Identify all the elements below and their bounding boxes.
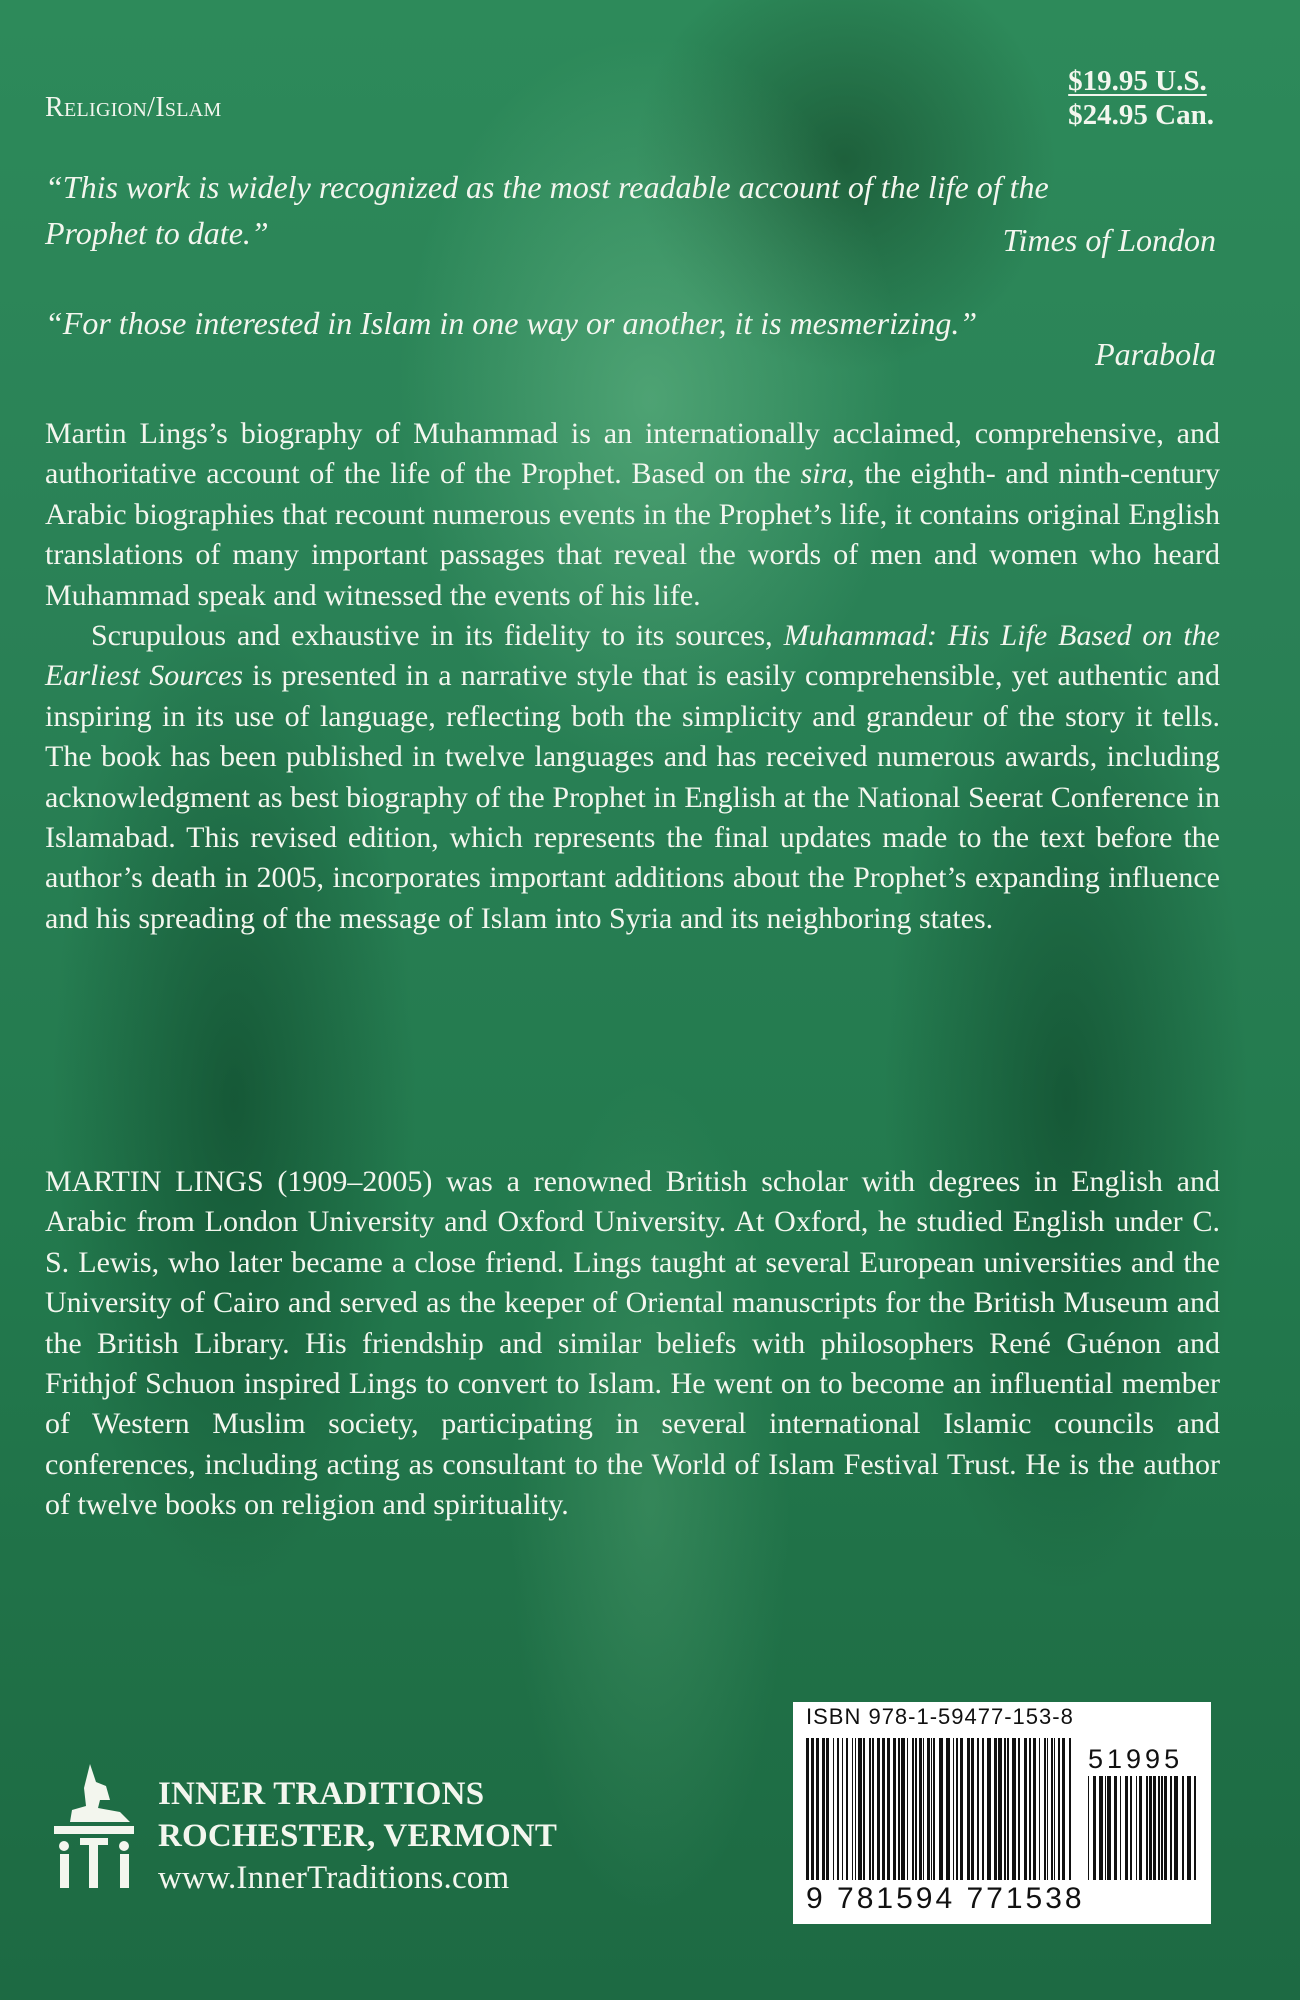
barcode-bar — [869, 1738, 871, 1880]
barcode-bar — [1182, 1776, 1184, 1880]
barcode-bar — [971, 1738, 974, 1880]
barcode-bar — [915, 1738, 917, 1880]
barcode-bar — [1136, 1776, 1137, 1880]
barcode-bar — [882, 1738, 885, 1880]
barcode-bar — [1029, 1738, 1031, 1880]
barcode-bar — [927, 1738, 930, 1880]
quote-2-source: Parabola — [1095, 336, 1216, 372]
barcode-bar — [1047, 1738, 1048, 1880]
barcode-bar — [1062, 1738, 1065, 1880]
barcode-bar — [1114, 1776, 1117, 1880]
barcode-bar — [1039, 1738, 1040, 1880]
barcode-bar — [816, 1738, 819, 1880]
barcode-bar — [863, 1738, 865, 1880]
barcode-bar — [1187, 1776, 1191, 1880]
barcode-bar — [837, 1738, 839, 1880]
description-paragraph-1: Martin Lings’s biography of Muhammad is an internationally acclaimed, comprehensive, and authoritative account of the life of the Prophet. Based on the sira, the eighth- and ninth-century Arabic biographies that recount numerous events in the Prophet’s life, it contains original English translations of many important passages that reveal the words of men and women who heard Muhammad speak and witnessed the events of his life. — [45, 417, 1220, 612]
barcode-bar — [1054, 1738, 1055, 1880]
barcode-bar — [960, 1738, 963, 1880]
barcode-bar — [806, 1738, 809, 1880]
barcode-bar — [939, 1738, 943, 1880]
barcode-bar — [931, 1738, 932, 1880]
isbn-text: ISBN 978-1-59477-153-8 — [806, 1704, 1074, 1729]
barcode-bar — [1099, 1776, 1103, 1880]
barcode-bar — [946, 1738, 950, 1880]
price-block — [1068, 64, 1214, 132]
publisher-block — [158, 1773, 557, 1899]
barcode-bar — [953, 1738, 954, 1880]
barcode-bar — [1012, 1738, 1016, 1880]
barcode-bar — [887, 1738, 890, 1880]
barcode-bar — [846, 1738, 848, 1880]
description-paragraph-2: Scrupulous and exhaustive in its fidelity to its sources, Muhammad: His Life Based on the Earliest Sources is presented in a narrative style that is easily comprehensible, yet authentic and inspiring in its use of language, reflecting both the simplicity and grandeur of the story it tells. The book has been published in twelve languages and has received numerous awards, including acknowledgment as best biography of the Prophet in English at the National Seerat Conference in Islamabad. This revised edition, which represents the final updates made to the text before the author’s death in 2005, incorporates important additions about the Prophet’s expanding influence and his spreading of the message of Islam into Syria and its neighboring states. — [45, 619, 1220, 935]
barcode-bar — [1024, 1738, 1027, 1880]
barcode-bar — [842, 1738, 843, 1880]
barcode-bar — [1088, 1776, 1089, 1880]
author-biography: MARTIN LINGS (1909–2005) was a renowned British scholar with degrees in English and Arabic from London University and Oxford University. At Oxford, he studied English under C. S. Lewis, who later became a close friend. Lings taught at several European universities and the University of Cairo and served as the keeper of Oriental manuscripts for the British Museum and the British Library. His friendship and similar beliefs with philosophers René Guénon and Frithjof Schuon inspired Lings to convert to Islam. He went on to become an influential member of Western Muslim society, participating in several international Islamic councils and conferences, including acting as consultant to the World of Islam Festival Trust. He is the author of twelve books on religion and spirituality. — [45, 1165, 1220, 1522]
barcode-bar — [1051, 1738, 1053, 1880]
quote-1-line-1: “This work is widely recognized as the most readable account of the life of the — [45, 169, 1049, 205]
barcode-bar — [855, 1738, 856, 1880]
barcode-bar — [1044, 1738, 1046, 1880]
barcode-bar — [987, 1738, 991, 1880]
publisher-website: www.InnerTraditions.com — [158, 1860, 510, 1896]
barcode-bar — [893, 1738, 896, 1880]
barcode-bar — [1149, 1776, 1152, 1880]
barcode-bar — [1093, 1776, 1096, 1880]
barcode-bar — [1146, 1776, 1148, 1880]
barcode-bar — [872, 1738, 874, 1880]
ean-number: 9 781594 771538 — [806, 1882, 1085, 1915]
book-title: Muhammad: His Life Based on the Earliest Sources — [45, 619, 1220, 693]
category-label: Religion/Islam — [45, 92, 222, 123]
barcode-bar — [1158, 1776, 1160, 1880]
publisher-location: ROCHESTER, VERMONT — [158, 1818, 558, 1854]
barcode-bar — [912, 1738, 914, 1880]
barcode-bar — [1107, 1776, 1111, 1880]
price-code-text: 51995 — [1088, 1744, 1184, 1774]
barcode-bar — [898, 1738, 900, 1880]
barcode-bar — [998, 1738, 1002, 1880]
barcode-bar — [1170, 1776, 1172, 1880]
publisher-name: INNER TRADITIONS — [158, 1776, 485, 1812]
quote-2-line-1: “For those interested in Islam in one way or another, it is mesmerizing.” — [45, 305, 978, 341]
barcode-bar — [967, 1738, 970, 1880]
barcode-bar — [919, 1738, 922, 1880]
barcode-bar — [822, 1738, 825, 1880]
barcode-bar — [977, 1738, 979, 1880]
barcode-bar — [923, 1738, 924, 1880]
barcode-bar — [982, 1738, 984, 1880]
price-us: $19.95 U.S. — [1068, 65, 1207, 97]
barcode-bar — [1033, 1738, 1036, 1880]
barcode-bar — [1164, 1776, 1167, 1880]
anubis-iti-logo-icon — [50, 1760, 138, 1890]
barcode-bar — [901, 1738, 905, 1880]
barcode-bar — [858, 1738, 862, 1880]
barcode-bar — [826, 1738, 829, 1880]
barcode-bar — [852, 1738, 853, 1880]
barcode-bar — [907, 1738, 908, 1880]
barcode-bar — [1139, 1776, 1142, 1880]
barcode-bar — [1153, 1776, 1156, 1880]
barcode-bar — [994, 1738, 997, 1880]
barcode-bar — [1174, 1776, 1178, 1880]
price-addon-barcode — [1088, 1776, 1198, 1880]
barcode-bar — [811, 1738, 814, 1880]
barcode-bar — [1130, 1776, 1132, 1880]
barcode-bar — [1105, 1776, 1106, 1880]
barcode-bar — [877, 1738, 880, 1880]
barcode-bar — [956, 1738, 958, 1880]
quote-1-line-2: Prophet to date.” — [45, 215, 269, 251]
barcode-bar — [1069, 1738, 1071, 1880]
barcode-bar — [1018, 1738, 1020, 1880]
barcode-bar — [1058, 1738, 1060, 1880]
book-description — [45, 414, 1220, 939]
barcode-bar — [1161, 1776, 1163, 1880]
barcode-bar — [1120, 1776, 1121, 1880]
barcode-bar — [1007, 1738, 1009, 1880]
barcode-bar — [1004, 1738, 1006, 1880]
barcode-bar — [933, 1738, 935, 1880]
price-canada: $24.95 Can. — [1068, 99, 1214, 131]
quote-1-source: Times of London — [1002, 222, 1216, 258]
ean-barcode — [806, 1738, 1074, 1880]
barcode-bar — [1125, 1776, 1128, 1880]
barcode-bar — [1194, 1776, 1196, 1880]
barcode-bar — [833, 1738, 834, 1880]
review-quote-2 — [45, 300, 1215, 346]
